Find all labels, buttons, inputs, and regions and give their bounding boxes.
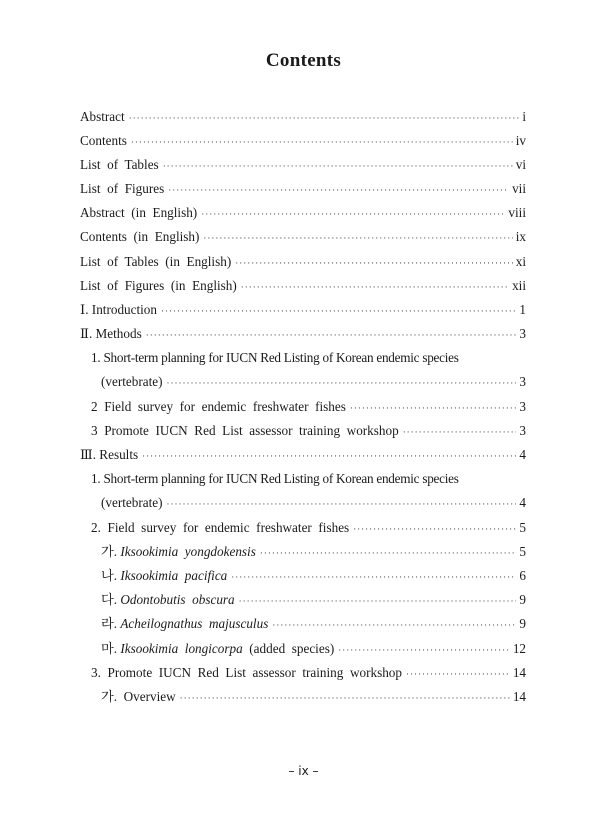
dot-leader <box>201 205 505 223</box>
toc-entry-results-3[interactable] <box>91 664 526 682</box>
species-name: Iksookimia longicorpa <box>120 641 243 656</box>
toc-entry-methods-1[interactable] <box>101 373 526 391</box>
toc-item-prefix: 마. <box>101 641 121 656</box>
toc-entry-label: List of Figures (in English) <box>80 278 237 293</box>
toc-page-number: 12 <box>512 641 526 656</box>
toc-page-number: 3 <box>519 423 526 438</box>
toc-page-number: 14 <box>512 689 526 704</box>
toc-page-number: 5 <box>519 544 526 559</box>
toc-entry-label: 3. Promote IUCN Red List assessor training workshop <box>91 665 402 680</box>
toc-entry-label: Contents (in English) <box>80 229 200 244</box>
toc-entry-results-2a[interactable] <box>101 543 526 561</box>
dot-leader <box>241 278 509 296</box>
toc-entry-label: (vertebrate) <box>101 495 163 510</box>
toc-entry-list-of-figures[interactable] <box>80 180 526 198</box>
dot-leader <box>260 544 517 562</box>
toc-page-number: xii <box>512 278 526 293</box>
toc-page-number: 14 <box>512 665 526 680</box>
toc-page-number: vii <box>512 181 526 196</box>
toc-page-number: 4 <box>519 495 526 510</box>
species-name: Acheilognathus majusculus <box>120 616 269 631</box>
toc-entry-label: Ⅰ. Introduction <box>80 302 157 317</box>
toc-page-number: vi <box>515 157 526 172</box>
dot-leader <box>272 616 516 634</box>
toc-entry-methods-2[interactable] <box>91 398 526 416</box>
toc-entry-label: 2. Field survey for endemic freshwater fishes <box>91 520 350 535</box>
toc-entry-label: 가. Overview <box>101 689 176 704</box>
toc-item-prefix: 가. <box>101 544 121 559</box>
toc-entry-contents[interactable] <box>80 132 526 150</box>
toc-entry-label: (vertebrate) <box>101 374 163 389</box>
toc-entry-label: Abstract (in English) <box>80 205 198 220</box>
dot-leader <box>406 665 510 683</box>
toc-entry-label: Contents <box>80 133 127 148</box>
species-name: Iksookimia pacifica <box>120 568 228 583</box>
toc-entry-methods-3[interactable] <box>91 422 526 440</box>
dot-leader <box>350 399 517 417</box>
page-number-footer: – ix – <box>288 764 319 778</box>
toc-entry-label <box>101 543 256 561</box>
dot-leader <box>403 423 517 441</box>
toc-entry-label <box>101 640 334 658</box>
toc-entry-abstract[interactable] <box>80 108 526 126</box>
toc-entry-results-2e[interactable] <box>101 640 526 658</box>
toc-entry-label <box>101 591 235 609</box>
dot-leader <box>163 157 513 175</box>
toc-entry-list-of-figures-english[interactable] <box>80 277 526 295</box>
toc-entry-results-2b[interactable] <box>101 567 526 585</box>
toc-page-number: 3 <box>519 326 526 341</box>
toc-page-number: 5 <box>519 520 526 535</box>
toc-entry-label <box>101 567 227 585</box>
toc-entry-label: Ⅱ. Methods <box>80 326 142 341</box>
toc-entry-methods[interactable] <box>80 325 526 343</box>
toc-entry-list-of-tables[interactable] <box>80 156 526 174</box>
dot-leader <box>231 568 516 586</box>
toc-page-number: ix <box>515 229 526 244</box>
toc-item-prefix: 라. <box>101 616 121 631</box>
toc-entry-results[interactable] <box>80 446 526 464</box>
page-title: Contents <box>265 50 342 71</box>
toc-page-number: xi <box>515 254 526 269</box>
toc-page-number: 9 <box>519 616 526 631</box>
dot-leader <box>142 447 516 465</box>
toc-page-number: iv <box>515 133 526 148</box>
species-name: Iksookimia yongdokensis <box>120 544 256 559</box>
toc-entry-label: Abstract <box>80 109 125 124</box>
toc-entry-label <box>101 615 268 633</box>
dot-leader <box>146 326 517 344</box>
toc-item-prefix: 나. <box>101 568 121 583</box>
toc-entry-results-3a[interactable] <box>101 688 526 706</box>
toc-item-prefix: 다. <box>101 592 121 607</box>
toc-entry-label: List of Tables <box>80 157 159 172</box>
dot-leader <box>168 181 509 199</box>
dot-leader <box>167 495 517 513</box>
toc-entry-results-2d[interactable] <box>101 615 526 633</box>
dot-leader <box>203 229 512 247</box>
toc-entry-abstract-english[interactable] <box>80 204 526 222</box>
dot-leader <box>180 689 510 707</box>
toc-page-number: 3 <box>519 399 526 414</box>
dot-leader <box>167 374 517 392</box>
species-name: Odontobutis obscura <box>120 592 235 607</box>
dot-leader <box>353 520 516 538</box>
toc-page-number: 9 <box>519 592 526 607</box>
toc-page-number: 4 <box>519 447 526 462</box>
toc-entry-introduction[interactable] <box>80 301 526 319</box>
dot-leader <box>235 254 513 272</box>
toc-page-number: 3 <box>519 374 526 389</box>
toc-entry-label: 2 Field survey for endemic freshwater fishes <box>91 399 346 414</box>
dot-leader <box>161 302 516 320</box>
toc-entry-results-1-line1[interactable]: 1. Short-term planning for IUCN Red Listing of Korean endemic species <box>91 471 459 486</box>
dot-leader <box>131 133 513 151</box>
dot-leader <box>338 641 510 659</box>
toc-entry-label: List of Tables (in English) <box>80 254 232 269</box>
toc-page-number: i <box>522 109 526 124</box>
toc-item-suffix: (added species) <box>242 641 335 656</box>
toc-entry-results-2[interactable] <box>91 519 526 537</box>
toc-entry-results-1[interactable] <box>101 494 526 512</box>
toc-page-number: 6 <box>519 568 526 583</box>
toc-page-number: 1 <box>519 302 526 317</box>
toc-entry-contents-english[interactable] <box>80 228 526 246</box>
dot-leader <box>129 109 520 127</box>
toc-entry-results-2c[interactable] <box>101 591 526 609</box>
toc-entry-label: List of Figures <box>80 181 165 196</box>
dot-leader <box>239 592 517 610</box>
toc-entry-methods-1-line1[interactable]: 1. Short-term planning for IUCN Red Listing of Korean endemic species <box>91 350 459 365</box>
toc-entry-label: 3 Promote IUCN Red List assessor training workshop <box>91 423 399 438</box>
toc-page-number: viii <box>508 205 526 220</box>
toc-entry-list-of-tables-english[interactable] <box>80 253 526 271</box>
toc-entry-label: Ⅲ. Results <box>80 447 139 462</box>
